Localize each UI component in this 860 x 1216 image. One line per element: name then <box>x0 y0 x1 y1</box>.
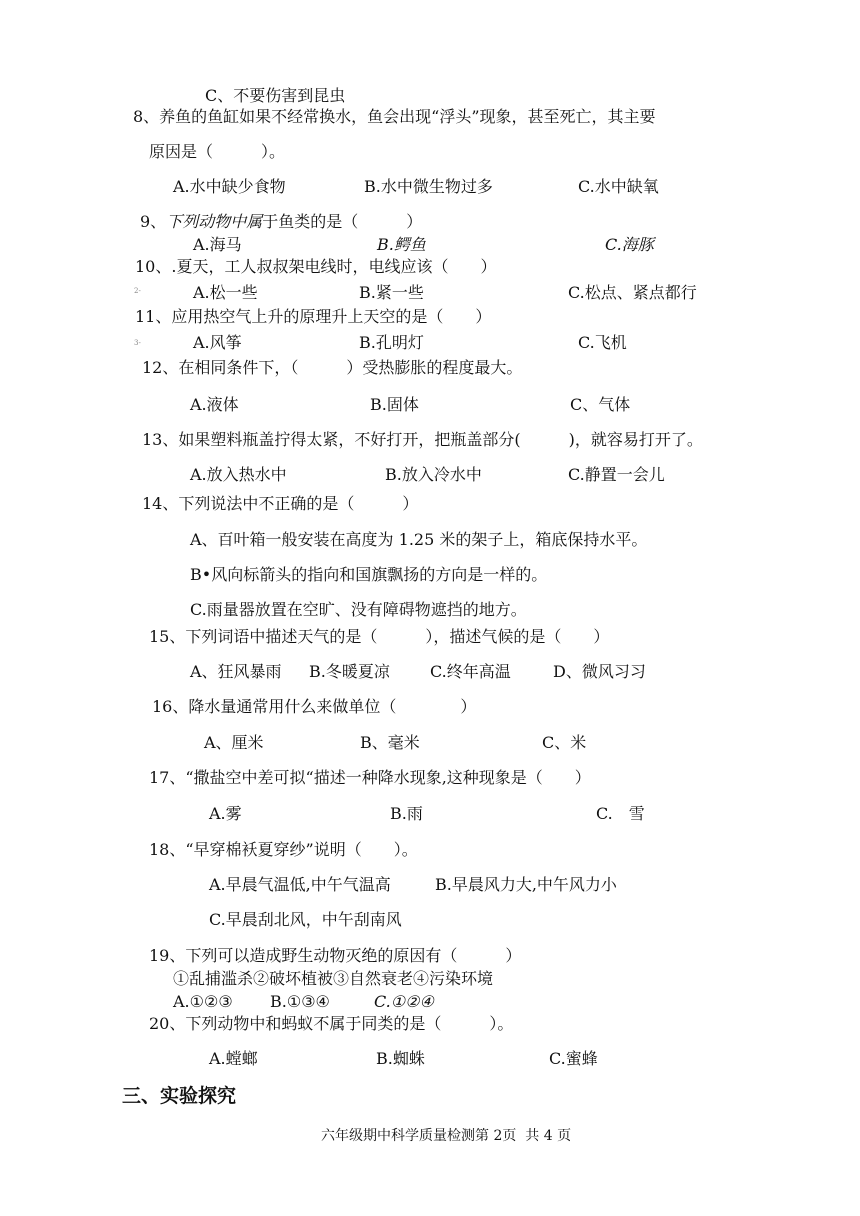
q16-option-b: B、毫米 <box>360 733 420 752</box>
q12-option-b: B.固体 <box>370 395 419 414</box>
q19-option-a: A.①②③ <box>173 992 233 1011</box>
q13-stem: 13、如果塑料瓶盖拧得太紧，不好打开，把瓶盖部分( )，就容易打开了。 <box>142 430 703 449</box>
q17-option-c: C. 雪 <box>596 804 645 823</box>
q20-option-a: A.螳螂 <box>209 1049 258 1068</box>
q12-stem: 12、在相同条件下，（ ）受热膨胀的程度最大。 <box>142 358 523 377</box>
q8-stem-line2: 原因是（ ）。 <box>149 142 286 161</box>
q19-option-c: C.①②④ <box>374 992 434 1011</box>
q10-option-a: A.松一些 <box>193 283 258 302</box>
q20-option-b: B.蜘蛛 <box>376 1049 425 1068</box>
q14-option-a: A、百叶箱一般安装在高度为 1.25 米的架子上，箱底保持水平。 <box>190 530 648 549</box>
q10-margin-mark: 2- <box>134 287 141 295</box>
q17-stem: 17、“撒盐空中差可拟“描述一种降水现象,这种现象是（ ） <box>149 768 591 787</box>
section-3-title: 三、实验探究 <box>122 1085 237 1107</box>
q15-option-a: A、狂风暴雨 <box>190 662 282 681</box>
page-footer: 六年级期中科学质量检测第 2页 共 4 页 <box>321 1128 572 1144</box>
q16-option-c: C、米 <box>542 733 587 752</box>
q10-option-b: B.紧一些 <box>359 283 424 302</box>
q9-option-c: C.海豚 <box>605 235 654 254</box>
q13-option-c: C.静置一会儿 <box>568 465 665 484</box>
q9-stem-rest: 于鱼类的是（ ） <box>262 212 423 231</box>
q15-option-b: B.冬暖夏凉 <box>309 662 390 681</box>
q8-option-b: B.水中微生物过多 <box>364 177 493 196</box>
q16-stem: 16、降水量通常用什么来做单位（ ） <box>152 697 477 716</box>
q12-option-a: A.液体 <box>190 395 239 414</box>
q20-stem: 20、下列动物中和蚂蚁不属于同类的是（ ）。 <box>149 1014 514 1033</box>
q8-stem-line1: 8、养鱼的鱼缸如果不经常换水，鱼会出现“浮头”现象，甚至死亡，其主要 <box>133 107 656 126</box>
q9-option-b: B.鳄鱼 <box>377 235 426 254</box>
q17-option-a: A.雾 <box>209 804 242 823</box>
q9-number: 9、 <box>140 212 167 231</box>
q9-stem-italic: 下列动物中属 <box>166 212 263 231</box>
q9-stem <box>140 212 422 232</box>
q18-option-b: B.早晨风力大,中午风力小 <box>435 875 617 894</box>
q11-option-c: C.飞机 <box>578 333 627 352</box>
q11-margin-mark: 3- <box>134 339 141 347</box>
q9-option-a: A.海马 <box>193 235 242 254</box>
q15-option-c: C.终年高温 <box>430 662 511 681</box>
q15-stem: 15、下列词语中描述天气的是（ ），描述气候的是（ ） <box>149 627 610 646</box>
q14-option-b: B•风向标箭头的指向和国旗飘扬的方向是一样的。 <box>190 565 548 584</box>
q8-option-a: A.水中缺少食物 <box>173 177 286 196</box>
q13-option-a: A.放入热水中 <box>190 465 287 484</box>
q10-stem: 10、.夏天，工人叔叔架电线时，电线应该（ ） <box>135 257 497 276</box>
q7-option-c: C、不要伤害到昆虫 <box>205 86 346 105</box>
q14-option-c: C.雨量器放置在空旷、没有障碍物遮挡的地方。 <box>190 600 527 619</box>
q17-option-b: B.雨 <box>390 804 423 823</box>
q15-option-d: D、微风习习 <box>553 662 646 681</box>
q20-option-c: C.蜜蜂 <box>549 1049 598 1068</box>
q18-option-c: C.早晨刮北风，中午刮南风 <box>209 910 402 929</box>
q19-items: ①乱捕滥杀②破坏植被③自然衰老④污染环境 <box>173 969 494 988</box>
q13-option-b: B.放入冷水中 <box>385 465 482 484</box>
q8-option-c: C.水中缺氧 <box>578 177 659 196</box>
q16-option-a: A、厘米 <box>204 733 264 752</box>
q11-option-a: A.风筝 <box>193 333 242 352</box>
q19-stem: 19、下列可以造成野生动物灭绝的原因有（ ） <box>149 946 522 965</box>
q10-option-c: C.松点、紧点都行 <box>568 283 697 302</box>
q18-option-a: A.早晨气温低,中午气温高 <box>209 875 391 894</box>
q11-stem: 11、应用热空气上升的原理升上天空的是（ ） <box>135 307 492 326</box>
q19-option-b: B.①③④ <box>270 992 330 1011</box>
q12-option-c: C、气体 <box>570 395 631 414</box>
q11-option-b: B.孔明灯 <box>359 333 424 352</box>
q14-stem: 14、下列说法中不正确的是（ ） <box>142 494 419 513</box>
q18-stem: 18、“早穿棉袄夏穿纱”说明（ ）。 <box>149 840 418 859</box>
